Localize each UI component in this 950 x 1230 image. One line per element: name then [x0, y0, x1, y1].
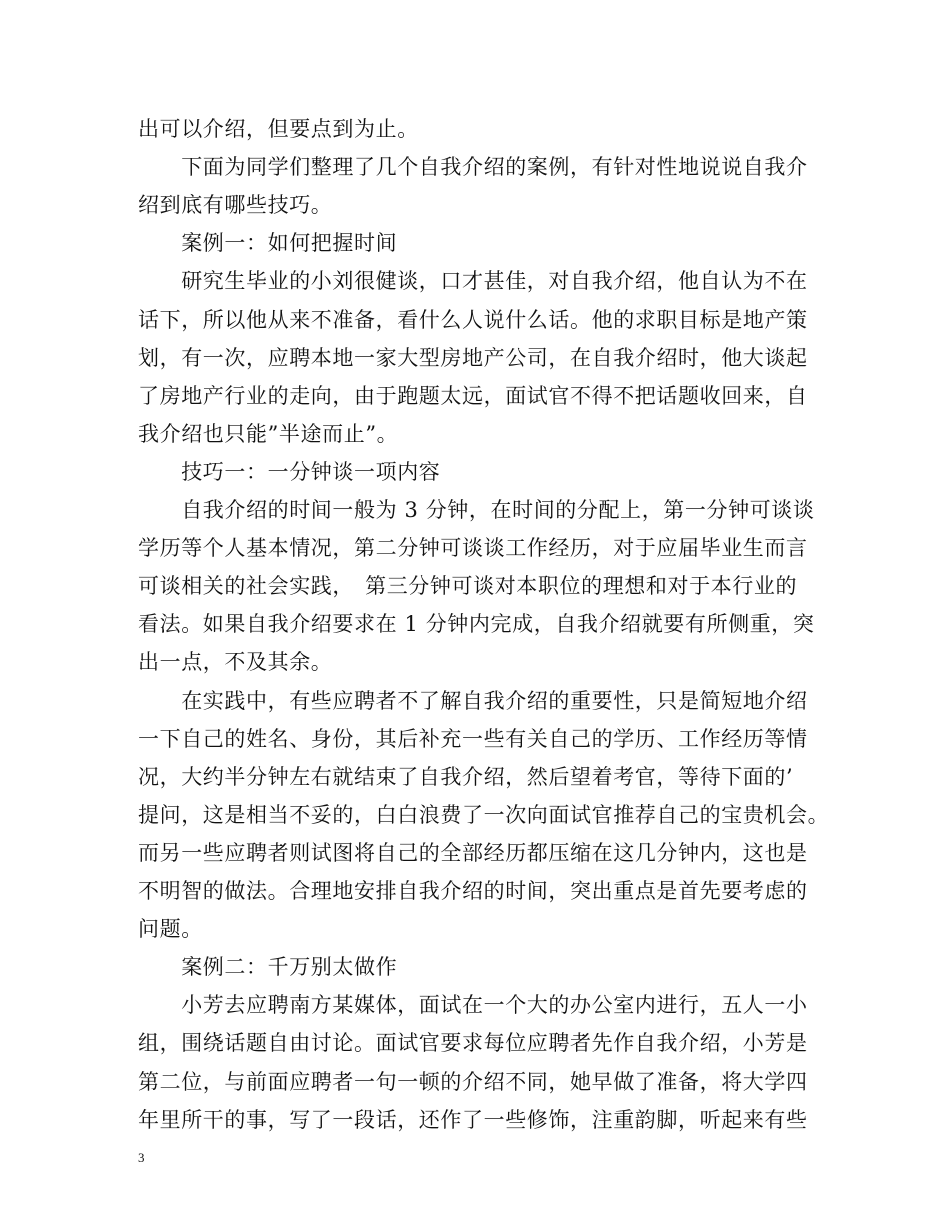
text-line: 第二位，与前面应聘者一句一顿的介绍不同，她早做了准备，将大学四	[138, 1069, 808, 1094]
text-line: 出可以介绍，但要点到为止。	[138, 117, 419, 141]
text-line: 案例一：如何把握时间	[138, 231, 398, 256]
text-line: 我介绍也只能”半途而止”。	[138, 421, 399, 446]
text-line: 划，有一次，应聘本地一家大型房地产公司，在自我介绍时，他大谈起	[138, 345, 808, 370]
text-line: 学历等个人基本情况，第二分钟可谈谈工作经历，对于应届毕业生而言	[138, 536, 808, 561]
text-line: 一下自己的姓名、身份，其后补充一些有关自己的学历、工作经历等情	[138, 726, 808, 751]
text-line: 案例二：千万别太做作	[138, 955, 398, 980]
text-line: 问题。	[138, 917, 203, 942]
text-line: 不明智的做法。合理地安排自我介绍的时间，突出重点是首先要考虑的	[138, 879, 808, 903]
text-line: 研究生毕业的小刘很健谈，口才甚佳，对自我介绍，他自认为不在	[138, 269, 808, 294]
text-line: 技巧一：一分钟谈一项内容	[138, 459, 441, 484]
text-line: 下面为同学们整理了几个自我介绍的案例，有针对性地说说自我介	[138, 155, 808, 180]
text-line: 自我介绍的时间一般为 3 分钟，在时间的分配上，第一分钟可谈谈	[138, 498, 815, 522]
text-line: 在实践中，有些应聘者不了解自我介绍的重要性，只是简短地介绍	[138, 688, 808, 713]
text-line: 小芳去应聘南方某媒体，面试在一个大的办公室内进行，五人一小	[138, 993, 808, 1018]
text-line: 提问，这是相当不妥的，白白浪费了一次向面试官推荐自己的宝贵机会。	[138, 802, 830, 827]
text-line: 年里所干的事，写了一段话，还作了一些修饰，注重韵脚，听起来有些	[138, 1107, 808, 1132]
text-line: 而另一些应聘者则试图将自己的全部经历都压缩在这几分钟内，这也是	[138, 840, 808, 865]
text-line: 况，大约半分钟左右就结束了自我介绍，然后望着考官，等待下面的’	[138, 764, 794, 789]
text-line: 话下，所以他从来不准备，看什么人说什么话。他的求职目标是地产策	[138, 307, 808, 332]
text-line: 看法。如果自我介绍要求在 1 分钟内完成，自我介绍就要有所侧重，突	[138, 612, 815, 637]
text-line: 了房地产行业的走向，由于跑题太远，面试官不得不把话题收回来，自	[138, 383, 808, 408]
text-line: 可谈相关的社会实践， 第三分钟可谈对本职位的理想和对于本行业的	[138, 574, 798, 599]
text-line: 出一点，不及其余。	[138, 650, 333, 675]
page-number: 3	[138, 1150, 145, 1165]
text-line: 绍到底有哪些技巧。	[138, 193, 333, 218]
text-line: 组，围绕话题自由讨论。面试官要求每位应聘者先作自我介绍，小芳是	[138, 1031, 808, 1056]
